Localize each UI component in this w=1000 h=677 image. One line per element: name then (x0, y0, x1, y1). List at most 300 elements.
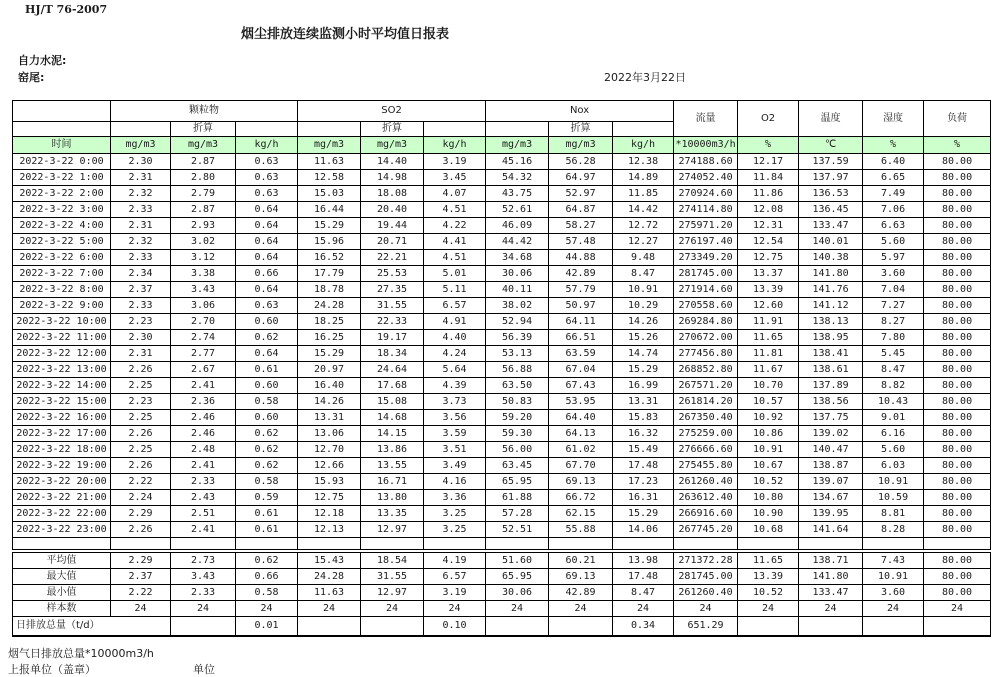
value-cell: 2.33 (171, 585, 236, 601)
value-cell: 138.71 (799, 553, 863, 569)
value-cell: 12.58 (298, 170, 361, 186)
empty-cell (613, 538, 674, 550)
value-cell: 52.61 (486, 202, 549, 218)
value-cell (863, 617, 924, 637)
table-row (13, 426, 991, 442)
value-cell: 65.95 (486, 569, 549, 585)
value-cell: 46.09 (486, 218, 549, 234)
value-cell: 80.00 (924, 569, 991, 585)
value-cell: 15.03 (298, 186, 361, 202)
value-cell: 27.35 (361, 282, 424, 298)
value-cell: 10.57 (738, 394, 799, 410)
value-cell: 141.80 (799, 569, 863, 585)
value-cell: 80.00 (924, 394, 991, 410)
value-cell: 38.02 (486, 298, 549, 314)
table-row (13, 154, 991, 170)
value-cell: 5.11 (424, 282, 486, 298)
empty-cell (924, 538, 991, 550)
value-cell: 270672.00 (674, 330, 738, 346)
value-cell: 15.96 (298, 234, 361, 250)
table-row (13, 186, 991, 202)
value-cell: 3.43 (171, 282, 236, 298)
unit-cell: mg/m3 (111, 137, 171, 154)
value-cell: 140.01 (799, 234, 863, 250)
value-cell: 0.66 (236, 266, 298, 282)
value-cell: 31.55 (361, 298, 424, 314)
value-cell: 58.27 (549, 218, 613, 234)
value-cell: 2.31 (111, 346, 171, 362)
value-cell: 0.66 (236, 569, 298, 585)
daily-total-row (13, 617, 991, 637)
value-cell: 24 (424, 601, 486, 617)
value-cell: 2.41 (171, 378, 236, 394)
value-cell: 8.47 (613, 585, 674, 601)
value-cell: 13.06 (298, 426, 361, 442)
value-cell: 137.97 (799, 170, 863, 186)
value-cell: 42.89 (549, 266, 613, 282)
value-cell: 24.28 (298, 569, 361, 585)
value-cell: 275259.00 (674, 426, 738, 442)
value-cell: 2.33 (171, 474, 236, 490)
time-cell: 2022-3-22 16:00 (13, 410, 111, 426)
value-cell: 281745.00 (674, 569, 738, 585)
value-cell: 24 (298, 601, 361, 617)
main-table (12, 100, 991, 550)
value-cell: 10.91 (863, 474, 924, 490)
value-cell: 30.06 (486, 266, 549, 282)
value-cell: 4.40 (424, 330, 486, 346)
value-cell: 0.64 (236, 346, 298, 362)
value-cell: 20.97 (298, 362, 361, 378)
value-cell: 17.68 (361, 378, 424, 394)
value-cell: 66.72 (549, 490, 613, 506)
value-cell: 2.51 (171, 506, 236, 522)
value-cell: 10.91 (738, 442, 799, 458)
value-cell: 66.51 (549, 330, 613, 346)
value-cell: 44.88 (549, 250, 613, 266)
table-row (13, 282, 991, 298)
value-cell (171, 617, 236, 637)
value-cell: 44.42 (486, 234, 549, 250)
value-cell: 11.65 (738, 553, 799, 569)
time-cell: 2022-3-22 2:00 (13, 186, 111, 202)
value-cell: 30.06 (486, 585, 549, 601)
unit-cell: mg/m3 (361, 137, 424, 154)
value-cell: 11.91 (738, 314, 799, 330)
value-cell: 2.46 (171, 426, 236, 442)
value-cell: 80.00 (924, 362, 991, 378)
value-cell: 67.70 (549, 458, 613, 474)
empty-cell (13, 101, 111, 122)
col-header-load: 负荷 (924, 101, 991, 137)
value-cell: 2.32 (111, 186, 171, 202)
value-cell (799, 617, 863, 637)
value-cell: 64.97 (549, 170, 613, 186)
empty-cell (111, 538, 171, 550)
value-cell: 54.32 (486, 170, 549, 186)
value-cell: 12.31 (738, 218, 799, 234)
value-cell: 80.00 (924, 458, 991, 474)
value-cell: 10.80 (738, 490, 799, 506)
value-cell: 0.61 (236, 362, 298, 378)
value-cell: 133.47 (799, 585, 863, 601)
value-cell: 270924.60 (674, 186, 738, 202)
value-cell: 269284.80 (674, 314, 738, 330)
value-cell: 50.83 (486, 394, 549, 410)
time-cell: 2022-3-22 4:00 (13, 218, 111, 234)
value-cell: 267745.20 (674, 522, 738, 538)
value-cell: 12.75 (298, 490, 361, 506)
value-cell: 4.07 (424, 186, 486, 202)
summary-label: 最大值 (13, 569, 111, 585)
value-cell: 12.97 (361, 585, 424, 601)
value-cell: 40.11 (486, 282, 549, 298)
value-cell: 13.35 (361, 506, 424, 522)
time-cell: 2022-3-22 17:00 (13, 426, 111, 442)
value-cell (738, 617, 799, 637)
value-cell: 7.43 (863, 553, 924, 569)
value-cell: 45.16 (486, 154, 549, 170)
table-row (13, 490, 991, 506)
report-date: 2022年3月22日 (604, 71, 686, 84)
value-cell: 2.30 (111, 154, 171, 170)
value-cell: 140.47 (799, 442, 863, 458)
value-cell: 16.44 (298, 202, 361, 218)
value-cell: 16.52 (298, 250, 361, 266)
time-cell: 2022-3-22 8:00 (13, 282, 111, 298)
value-cell: 13.37 (738, 266, 799, 282)
value-cell: 6.57 (424, 569, 486, 585)
value-cell: 10.91 (863, 569, 924, 585)
value-cell: 20.71 (361, 234, 424, 250)
station-label: 窑尾: (18, 71, 45, 84)
value-cell: 56.88 (486, 362, 549, 378)
value-cell: 24 (111, 601, 171, 617)
value-cell: 51.60 (486, 553, 549, 569)
value-cell: 80.00 (924, 266, 991, 282)
value-cell: 138.61 (799, 362, 863, 378)
report-table-wrap (12, 100, 990, 637)
value-cell: 2.79 (171, 186, 236, 202)
value-cell: 69.13 (549, 474, 613, 490)
value-cell: 271914.60 (674, 282, 738, 298)
value-cell: 0.64 (236, 282, 298, 298)
value-cell: 136.53 (799, 186, 863, 202)
value-cell: 10.92 (738, 410, 799, 426)
value-cell: 13.39 (738, 569, 799, 585)
table-row (13, 522, 991, 538)
value-cell: 2.26 (111, 426, 171, 442)
value-cell: 12.72 (613, 218, 674, 234)
value-cell: 139.07 (799, 474, 863, 490)
value-cell: 0.64 (236, 250, 298, 266)
empty-cell (799, 538, 863, 550)
value-cell: 12.08 (738, 202, 799, 218)
value-cell: 34.68 (486, 250, 549, 266)
time-cell: 2022-3-22 13:00 (13, 362, 111, 378)
value-cell: 273349.20 (674, 250, 738, 266)
value-cell: 5.97 (863, 250, 924, 266)
value-cell: 15.43 (298, 553, 361, 569)
value-cell: 5.60 (863, 442, 924, 458)
empty-cell (361, 538, 424, 550)
value-cell: 64.87 (549, 202, 613, 218)
value-cell: 274052.40 (674, 170, 738, 186)
table-row (13, 218, 991, 234)
value-cell: 24 (171, 601, 236, 617)
value-cell: 3.73 (424, 394, 486, 410)
value-cell: 3.59 (424, 426, 486, 442)
value-cell: 80.00 (924, 426, 991, 442)
value-cell: 59.20 (486, 410, 549, 426)
value-cell: 80.00 (924, 490, 991, 506)
value-cell: 13.98 (613, 553, 674, 569)
value-cell: 10.67 (738, 458, 799, 474)
empty-cell (298, 122, 361, 137)
value-cell: 11.85 (613, 186, 674, 202)
empty-cell (13, 538, 111, 550)
value-cell: 2.74 (171, 330, 236, 346)
value-cell: 53.13 (486, 346, 549, 362)
value-cell: 8.82 (863, 378, 924, 394)
value-cell: 14.15 (361, 426, 424, 442)
value-cell: 80.00 (924, 522, 991, 538)
value-cell: 24 (236, 601, 298, 617)
value-cell: 14.98 (361, 170, 424, 186)
value-cell: 43.75 (486, 186, 549, 202)
value-cell: 57.28 (486, 506, 549, 522)
value-cell: 4.91 (424, 314, 486, 330)
value-cell: 270558.60 (674, 298, 738, 314)
value-cell: 24 (863, 601, 924, 617)
value-cell: 263612.40 (674, 490, 738, 506)
value-cell: 22.33 (361, 314, 424, 330)
time-cell: 2022-3-22 15:00 (13, 394, 111, 410)
header-group-row (13, 101, 991, 122)
value-cell: 2.33 (111, 202, 171, 218)
summary-row (13, 569, 991, 585)
value-cell: 80.00 (924, 250, 991, 266)
table-row (13, 378, 991, 394)
value-cell: 6.63 (863, 218, 924, 234)
empty-cell (13, 122, 111, 137)
value-cell: 13.31 (298, 410, 361, 426)
value-cell: 275455.80 (674, 458, 738, 474)
daily-total-label: 日排放总量（t/d） (13, 617, 171, 637)
value-cell: 9.48 (613, 250, 674, 266)
data-rows (13, 154, 991, 550)
value-cell: 2.41 (171, 458, 236, 474)
value-cell: 2.70 (171, 314, 236, 330)
empty-cell (674, 538, 738, 550)
value-cell: 17.48 (613, 569, 674, 585)
value-cell: 62.15 (549, 506, 613, 522)
value-cell (549, 617, 613, 637)
value-cell: 138.95 (799, 330, 863, 346)
value-cell: 18.08 (361, 186, 424, 202)
value-cell: 3.19 (424, 154, 486, 170)
value-cell: 25.53 (361, 266, 424, 282)
value-cell: 5.01 (424, 266, 486, 282)
value-cell: 12.18 (298, 506, 361, 522)
value-cell: 16.25 (298, 330, 361, 346)
value-cell: 4.51 (424, 250, 486, 266)
table-row (13, 474, 991, 490)
value-cell: 13.39 (738, 282, 799, 298)
value-cell: 0.60 (236, 378, 298, 394)
unit-cell: mg/m3 (549, 137, 613, 154)
value-cell: 80.00 (924, 218, 991, 234)
value-cell: 0.64 (236, 202, 298, 218)
unit-cell: kg/h (424, 137, 486, 154)
value-cell: 12.13 (298, 522, 361, 538)
value-cell: 11.67 (738, 362, 799, 378)
value-cell: 24 (361, 601, 424, 617)
value-cell: 2.30 (111, 330, 171, 346)
value-cell: 5.45 (863, 346, 924, 362)
value-cell: 3.06 (171, 298, 236, 314)
table-row (13, 346, 991, 362)
value-cell: 60.21 (549, 553, 613, 569)
value-cell: 24.64 (361, 362, 424, 378)
value-cell: 15.83 (613, 410, 674, 426)
value-cell: 276197.40 (674, 234, 738, 250)
col-header-o2: O2 (738, 101, 799, 137)
value-cell: 2.29 (111, 506, 171, 522)
header-units-row (13, 137, 991, 154)
value-cell: 3.60 (863, 585, 924, 601)
value-cell: 0.63 (236, 170, 298, 186)
value-cell: 57.48 (549, 234, 613, 250)
value-cell: 2.22 (111, 474, 171, 490)
value-cell: 65.95 (486, 474, 549, 490)
value-cell: 137.59 (799, 154, 863, 170)
value-cell: 4.22 (424, 218, 486, 234)
value-cell: 141.12 (799, 298, 863, 314)
value-cell: 8.47 (863, 362, 924, 378)
table-row (13, 362, 991, 378)
value-cell: 12.27 (613, 234, 674, 250)
value-cell: 52.97 (549, 186, 613, 202)
value-cell: 14.26 (613, 314, 674, 330)
value-cell: 0.60 (236, 410, 298, 426)
value-cell: 2.77 (171, 346, 236, 362)
unit-cell: mg/m3 (298, 137, 361, 154)
summary-label: 平均值 (13, 553, 111, 569)
value-cell: 2.26 (111, 362, 171, 378)
value-cell: 52.51 (486, 522, 549, 538)
value-cell: 7.06 (863, 202, 924, 218)
value-cell: 13.86 (361, 442, 424, 458)
value-cell: 0.34 (613, 617, 674, 637)
value-cell (924, 617, 991, 637)
value-cell: 2.32 (111, 234, 171, 250)
value-cell: 2.34 (111, 266, 171, 282)
summary-label: 最小值 (13, 585, 111, 601)
group-header-pm: 颗粒物 (111, 101, 298, 122)
value-cell: 3.12 (171, 250, 236, 266)
table-row (13, 250, 991, 266)
value-cell: 6.16 (863, 426, 924, 442)
value-cell: 13.55 (361, 458, 424, 474)
value-cell: 63.45 (486, 458, 549, 474)
value-cell: 16.31 (613, 490, 674, 506)
value-cell: 274188.60 (674, 154, 738, 170)
value-cell: 10.59 (863, 490, 924, 506)
unit-cell: % (924, 137, 991, 154)
value-cell: 0.01 (236, 617, 298, 637)
table-row (13, 170, 991, 186)
value-cell: 18.54 (361, 553, 424, 569)
time-cell: 2022-3-22 20:00 (13, 474, 111, 490)
value-cell: 4.24 (424, 346, 486, 362)
value-cell: 15.93 (298, 474, 361, 490)
value-cell: 3.19 (424, 585, 486, 601)
empty-cell (486, 538, 549, 550)
value-cell: 137.89 (799, 378, 863, 394)
value-cell: 267571.20 (674, 378, 738, 394)
value-cell: 14.42 (613, 202, 674, 218)
value-cell: 2.37 (111, 569, 171, 585)
value-cell: 8.27 (863, 314, 924, 330)
value-cell: 15.29 (298, 346, 361, 362)
summary-rows (13, 553, 991, 637)
time-cell: 2022-3-22 9:00 (13, 298, 111, 314)
empty-cell (486, 122, 549, 137)
empty-cell (111, 122, 171, 137)
table-row (13, 506, 991, 522)
value-cell: 261260.40 (674, 585, 738, 601)
value-cell: 10.68 (738, 522, 799, 538)
unit-cell: % (738, 137, 799, 154)
value-cell: 9.01 (863, 410, 924, 426)
value-cell: 56.28 (549, 154, 613, 170)
value-cell: 18.25 (298, 314, 361, 330)
value-cell: 2.37 (111, 282, 171, 298)
value-cell: 5.60 (863, 234, 924, 250)
value-cell: 12.97 (361, 522, 424, 538)
converted-header-so2: 折算 (361, 122, 424, 137)
value-cell: 12.66 (298, 458, 361, 474)
value-cell: 0.59 (236, 490, 298, 506)
value-cell: 8.28 (863, 522, 924, 538)
value-cell: 2.25 (111, 410, 171, 426)
value-cell: 141.76 (799, 282, 863, 298)
value-cell: 0.63 (236, 154, 298, 170)
value-cell: 13.31 (613, 394, 674, 410)
value-cell: 277456.80 (674, 346, 738, 362)
empty-cell (549, 538, 613, 550)
table-row (13, 410, 991, 426)
value-cell: 3.60 (863, 266, 924, 282)
time-cell: 2022-3-22 11:00 (13, 330, 111, 346)
unit-cell: kg/h (236, 137, 298, 154)
value-cell: 11.81 (738, 346, 799, 362)
value-cell: 2.23 (111, 394, 171, 410)
value-cell: 15.49 (613, 442, 674, 458)
value-cell: 14.06 (613, 522, 674, 538)
value-cell: 12.70 (298, 442, 361, 458)
value-cell: 69.13 (549, 569, 613, 585)
value-cell: 15.29 (298, 218, 361, 234)
value-cell: 59.30 (486, 426, 549, 442)
table-row (13, 298, 991, 314)
value-cell: 11.86 (738, 186, 799, 202)
value-cell: 2.26 (111, 458, 171, 474)
value-cell: 8.81 (863, 506, 924, 522)
value-cell: 2.48 (171, 442, 236, 458)
value-cell: 50.97 (549, 298, 613, 314)
